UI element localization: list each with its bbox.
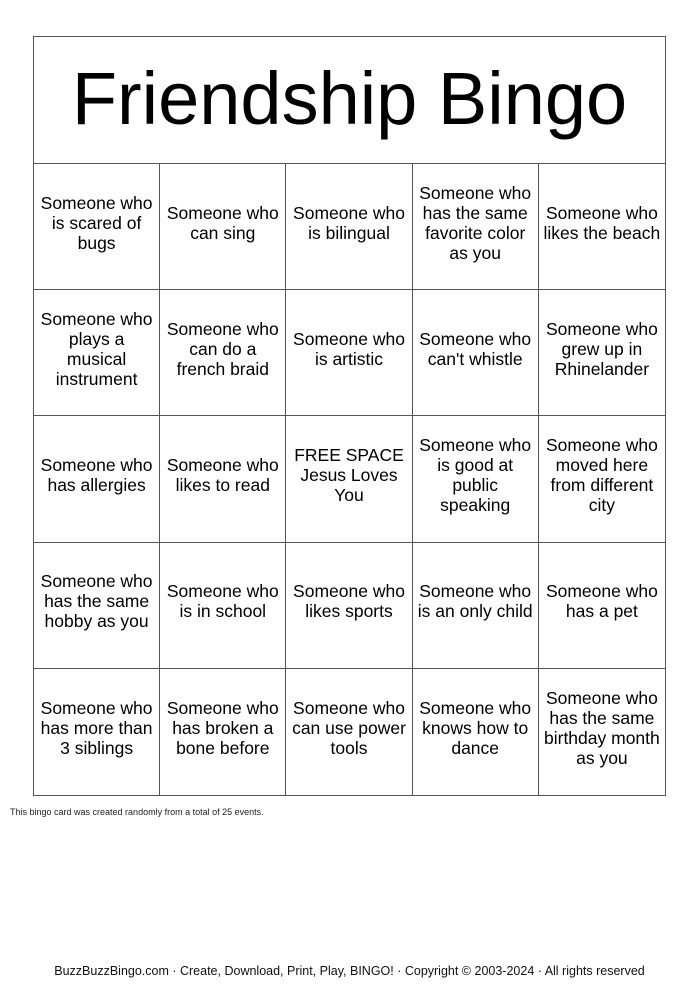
bingo-cell: Someone who likes the beach	[539, 164, 665, 290]
bingo-cell: Someone who has allergies	[34, 416, 160, 542]
bingo-cell: Someone who is artistic	[286, 290, 412, 416]
card-title: Friendship Bingo	[34, 37, 665, 164]
bingo-cell: Someone who has more than 3 siblings	[34, 669, 160, 795]
bingo-cell: Someone who can't whistle	[413, 290, 539, 416]
bingo-cell: Someone who is an only child	[413, 543, 539, 669]
bingo-cell: Someone who knows how to dance	[413, 669, 539, 795]
bingo-cell: Someone who plays a musical instrument	[34, 290, 160, 416]
bingo-cell: Someone who grew up in Rhinelander	[539, 290, 665, 416]
bingo-card	[33, 36, 666, 796]
copyright-footer: BuzzBuzzBingo.com · Create, Download, Print, Play, BINGO! · Copyright © 2003-2024 · All rights reserved	[54, 964, 645, 978]
free-space-cell: FREE SPACE Jesus Loves You	[286, 416, 412, 542]
bingo-cell: Someone who likes to read	[160, 416, 286, 542]
bingo-cell: Someone who has a pet	[539, 543, 665, 669]
bingo-cell: Someone who has the same birthday month as you	[544, 687, 660, 768]
bingo-cell: Someone who moved here from different city	[539, 416, 665, 542]
bingo-cell: Someone who likes sports	[286, 543, 412, 669]
bingo-cell: Someone who can sing	[160, 164, 286, 290]
bingo-cell: Someone who is bilingual	[286, 164, 412, 290]
bingo-cell: Someone who can use power tools	[286, 669, 412, 795]
bingo-grid	[34, 164, 665, 795]
bingo-cell: Someone who is scared of bugs	[34, 164, 160, 290]
generation-note: This bingo card was created randomly from a total of 25 events.	[10, 807, 264, 817]
bingo-cell: Someone who has the same hobby as you	[34, 543, 160, 669]
bingo-cell: Someone who can do a french braid	[160, 290, 286, 416]
bingo-cell: Someone who is in school	[160, 543, 286, 669]
bingo-cell: Someone who is good at public speaking	[413, 416, 539, 542]
bingo-cell: Someone who has broken a bone before	[160, 669, 286, 795]
bingo-cell: Someone who has the same favorite color as you	[413, 164, 539, 290]
